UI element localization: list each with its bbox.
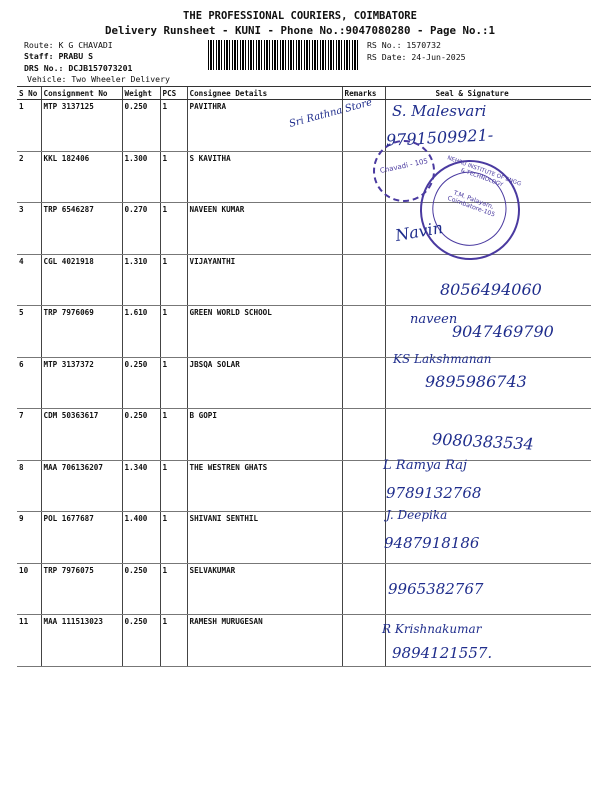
row-pcs: 1 bbox=[160, 306, 187, 358]
row-weight: 0.270 bbox=[122, 203, 160, 255]
handwritten-phone: 9080383534 bbox=[431, 429, 535, 454]
handwritten-signature: naveen bbox=[410, 312, 458, 327]
row-consignee: B GOPI bbox=[187, 409, 342, 461]
col-consignment: Consignment No bbox=[41, 87, 122, 100]
row-consignee: S KAVITHA bbox=[187, 151, 342, 203]
row-sno: 1 bbox=[17, 100, 41, 152]
table-row bbox=[17, 460, 591, 512]
handwritten-phone: 9895986743 bbox=[425, 372, 527, 391]
row-pcs: 1 bbox=[160, 460, 187, 512]
handwritten-signature: J. Deepika bbox=[386, 508, 448, 522]
row-sno: 8 bbox=[17, 460, 41, 512]
row-pcs: 1 bbox=[160, 254, 187, 306]
row-consignment: KKL 182406 bbox=[41, 151, 122, 203]
row-weight: 1.340 bbox=[122, 460, 160, 512]
row-consignment: TRP 6546287 bbox=[41, 203, 122, 255]
seal-center-text: T.M. Palayam, Coimbatore-105 bbox=[446, 189, 496, 219]
company-title: THE PROFESSIONAL COURIERS, COIMBATORE bbox=[183, 10, 417, 22]
row-weight: 0.250 bbox=[122, 357, 160, 409]
handwritten-signature: KS Lakshmanan bbox=[393, 352, 492, 366]
row-weight: 1.300 bbox=[122, 151, 160, 203]
col-signature: Seal & Signature bbox=[385, 87, 591, 100]
seal-ring-text: NEHRU INSTITUTE OF ENGG & TECHNOLOGY bbox=[446, 155, 522, 189]
row-sno: 7 bbox=[17, 409, 41, 461]
row-weight: 0.250 bbox=[122, 563, 160, 615]
row-remarks bbox=[342, 460, 385, 512]
handwritten-phone: 8056494060 bbox=[440, 280, 542, 299]
row-sno: 11 bbox=[17, 615, 41, 667]
table-row bbox=[17, 563, 591, 615]
handwritten-signature: R Krishnakumar bbox=[382, 622, 482, 636]
row-consignment: TRP 7976075 bbox=[41, 563, 122, 615]
row-consignee: SELVAKUMAR bbox=[187, 563, 342, 615]
handwritten-signature: L Ramya Raj bbox=[383, 458, 468, 473]
handwritten-phone: 9791509921- bbox=[385, 125, 494, 150]
vehicle-label: Vehicle: Two Wheeler Delivery bbox=[27, 74, 170, 84]
row-consignment: MTP 3137125 bbox=[41, 100, 122, 152]
row-pcs: 1 bbox=[160, 409, 187, 461]
drs-label: DRS No.: DCJB157073201 bbox=[24, 63, 133, 73]
row-sno: 3 bbox=[17, 203, 41, 255]
col-consignee: Consignee Details bbox=[187, 87, 342, 100]
route-label: Route: K G CHAVADI bbox=[24, 40, 113, 50]
row-remarks bbox=[342, 563, 385, 615]
handwritten-phone: 9894121557. bbox=[392, 644, 493, 662]
col-remarks: Remarks bbox=[342, 87, 385, 100]
handwritten-remark: Sri Rathna Store bbox=[288, 97, 374, 130]
row-remarks bbox=[342, 615, 385, 667]
row-consignee: JBSQA SOLAR bbox=[187, 357, 342, 409]
row-pcs: 1 bbox=[160, 100, 187, 152]
row-pcs: 1 bbox=[160, 615, 187, 667]
row-consignee: THE WESTREN GHATS bbox=[187, 460, 342, 512]
row-weight: 0.250 bbox=[122, 100, 160, 152]
row-remarks bbox=[342, 409, 385, 461]
row-pcs: 1 bbox=[160, 357, 187, 409]
row-consignee: SHIVANI SENTHIL bbox=[187, 512, 342, 564]
handwritten-signature: S. Malesvari bbox=[392, 102, 487, 120]
row-consignee: RAMESH MURUGESAN bbox=[187, 615, 342, 667]
row-pcs: 1 bbox=[160, 512, 187, 564]
row-consignee: NAVEEN KUMAR bbox=[187, 203, 342, 255]
row-sno: 10 bbox=[17, 563, 41, 615]
handwritten-phone: 9487918186 bbox=[384, 534, 480, 552]
row-weight: 1.310 bbox=[122, 254, 160, 306]
handwritten-phone: 9789132768 bbox=[386, 484, 482, 502]
handwritten-signature: Navin bbox=[393, 217, 445, 246]
table-header-row bbox=[17, 87, 591, 100]
table-row bbox=[17, 615, 591, 667]
row-sno: 9 bbox=[17, 512, 41, 564]
row-remarks bbox=[342, 203, 385, 255]
row-consignee: PAVITHRA bbox=[187, 100, 342, 152]
row-consignment: POL 1677687 bbox=[41, 512, 122, 564]
row-sno: 2 bbox=[17, 151, 41, 203]
handwritten-phone: 9047469790 bbox=[452, 322, 554, 341]
row-pcs: 1 bbox=[160, 203, 187, 255]
row-weight: 1.400 bbox=[122, 512, 160, 564]
row-weight: 0.250 bbox=[122, 409, 160, 461]
row-sno: 5 bbox=[17, 306, 41, 358]
row-remarks bbox=[342, 306, 385, 358]
table-row bbox=[17, 512, 591, 564]
row-remarks bbox=[342, 254, 385, 306]
row-consignment: CGL 4021918 bbox=[41, 254, 122, 306]
col-pcs: PCS bbox=[160, 87, 187, 100]
staff-label: Staff: PRABU S bbox=[24, 51, 94, 61]
row-consignment: TRP 7976069 bbox=[41, 306, 122, 358]
row-consignee: VIJAYANTHI bbox=[187, 254, 342, 306]
row-remarks bbox=[342, 512, 385, 564]
row-sno: 4 bbox=[17, 254, 41, 306]
rs-date: RS Date: 24-Jun-2025 bbox=[367, 52, 466, 62]
stamp-text: Chavadi - 105 bbox=[379, 157, 429, 175]
row-pcs: 1 bbox=[160, 151, 187, 203]
row-weight: 1.610 bbox=[122, 306, 160, 358]
row-consignment: CDM 50363617 bbox=[41, 409, 122, 461]
col-sno: S No bbox=[17, 87, 41, 100]
row-consignment: MTP 3137372 bbox=[41, 357, 122, 409]
row-weight: 0.250 bbox=[122, 615, 160, 667]
row-remarks bbox=[342, 357, 385, 409]
barcode bbox=[208, 40, 358, 70]
rs-number: RS No.: 1570732 bbox=[367, 40, 441, 50]
runsheet-subtitle: Delivery Runsheet - KUNI - Phone No.:9047080280 - Page No.:1 bbox=[104, 24, 496, 37]
handwritten-phone: 9965382767 bbox=[388, 580, 484, 598]
col-weight: Weight bbox=[122, 87, 160, 100]
row-consignment: MAA 706136207 bbox=[41, 460, 122, 512]
row-consignee: GREEN WORLD SCHOOL bbox=[187, 306, 342, 358]
row-sno: 6 bbox=[17, 357, 41, 409]
row-consignment: MAA 111513023 bbox=[41, 615, 122, 667]
row-pcs: 1 bbox=[160, 563, 187, 615]
